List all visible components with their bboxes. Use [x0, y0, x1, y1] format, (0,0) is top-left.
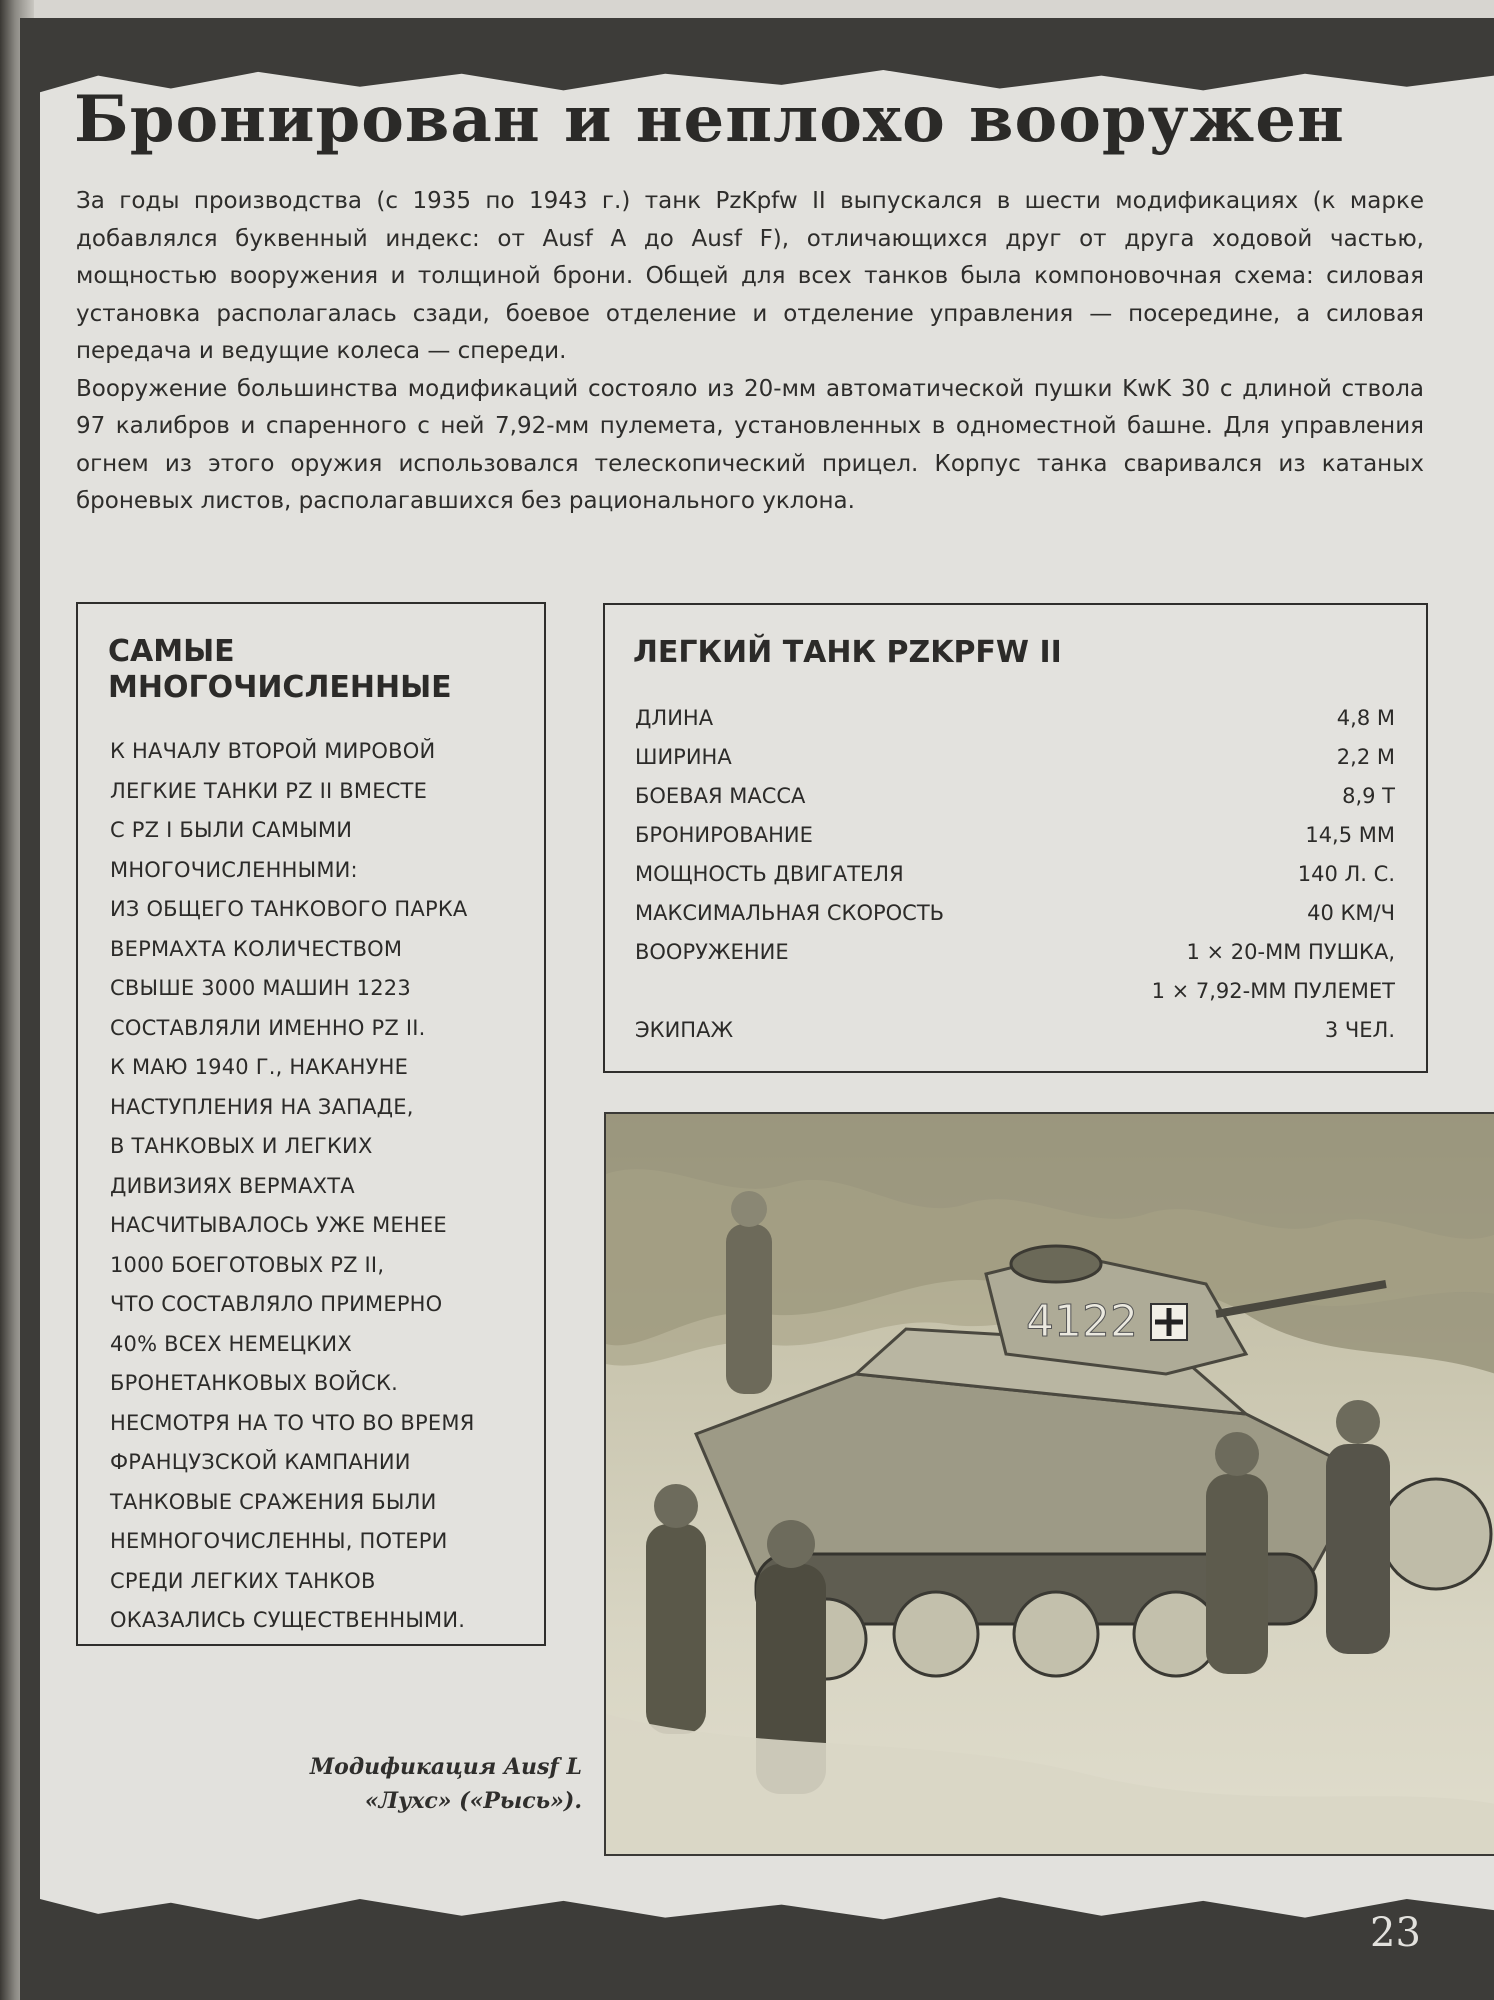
spec-label: БОЕВАЯ МАССА: [635, 783, 806, 808]
spec-value: 1 × 20-ММ ПУШКА,: [1186, 939, 1395, 964]
sidebar-line: К НАЧАЛУ ВТОРОЙ МИРОВОЙ: [110, 739, 436, 763]
spec-row: [635, 776, 1395, 815]
sidebar-line: К МАЮ 1940 Г., НАКАНУНЕ: [110, 1055, 409, 1079]
intro-text: [76, 183, 1424, 521]
spec-value: 14,5 ММ: [1305, 822, 1395, 847]
page-number: 23: [1370, 1910, 1421, 1956]
sidebar-line: ДИВИЗИЯХ ВЕРМАХТА: [110, 1173, 355, 1198]
sidebar-line: ЧТО СОСТАВЛЯЛО ПРИМЕРНО: [110, 1292, 443, 1316]
sidebar-line: СОСТАВЛЯЛИ ИМЕННО PZ II.: [110, 1015, 426, 1040]
spec-value: 140 Л. С.: [1297, 861, 1395, 886]
spec-box: [603, 603, 1428, 1073]
sidebar-line: СВЫШЕ 3000 МАШИН 1223: [110, 976, 411, 1000]
sidebar-heading: САМЫЕ МНОГОЧИСЛЕННЫЕ: [108, 634, 452, 705]
caption-line-1: Модификация Ausf L: [309, 1754, 582, 1780]
sidebar-line: ИЗ ОБЩЕГО ТАНКОВОГО ПАРКА: [110, 897, 468, 921]
figure-caption: [230, 1750, 582, 1818]
spec-value: 2,2 М: [1336, 744, 1395, 769]
spec-label: ВООРУЖЕНИЕ: [635, 939, 789, 964]
spec-row: [635, 971, 1395, 1010]
ground: [606, 1714, 1494, 1854]
tank-illustration-svg: [606, 1114, 1494, 1854]
spec-value: 40 КМ/Ч: [1307, 900, 1395, 925]
spec-value: 8,9 Т: [1342, 783, 1395, 808]
spec-label: ЭКИПАЖ: [635, 1017, 734, 1042]
spec-value: 1 × 7,92-ММ ПУЛЕМЕТ: [1151, 978, 1395, 1003]
spec-label: МАКСИМАЛЬНАЯ СКОРОСТЬ: [635, 900, 945, 925]
sidebar-line: 1000 БОЕГОТОВЫХ PZ II,: [110, 1252, 385, 1277]
spec-value: 3 ЧЕЛ.: [1324, 1017, 1395, 1042]
spec-row: [635, 893, 1395, 932]
spec-label: БРОНИРОВАНИЕ: [635, 822, 813, 847]
spec-row: [635, 698, 1395, 737]
sidebar-line: МНОГОЧИСЛЕННЫМИ:: [110, 857, 358, 882]
intro-paragraph-2: Вооружение большинства модификаций состояло из 20-мм автоматической пушки KwK 30 с длиной ствола 97 калибров и спаренного с ней 7,92-мм пулемета, установленных в одноместной башне. Для управления огнем из этого оружия использовался телескопический прицел. Корпус танка сваривался из катаных броневых листов, располагавшихся без рационального уклона.: [76, 375, 1424, 514]
spec-row: [635, 737, 1395, 776]
sidebar-line: ОКАЗАЛИСЬ СУЩЕСТВЕННЫМИ.: [110, 1608, 466, 1632]
sidebar-line: НАСТУПЛЕНИЯ НА ЗАПАДЕ,: [110, 1094, 414, 1119]
spec-table: [635, 698, 1395, 1049]
spec-heading: ЛЕГКИЙ ТАНК PZKPFW II: [633, 635, 1062, 670]
spec-row: [635, 932, 1395, 971]
spec-row: [635, 815, 1395, 854]
spec-label: [635, 971, 1060, 1010]
spec-value: 4,8 М: [1336, 705, 1395, 730]
sidebar-body: [110, 732, 520, 1641]
page-title: Бронирован и неплохо вооружен: [74, 82, 1345, 157]
sidebar-line: СРЕДИ ЛЕГКИХ ТАНКОВ: [110, 1568, 376, 1593]
spec-label: МОЩНОСТЬ ДВИГАТЕЛЯ: [635, 861, 904, 886]
turret-number: 4122: [1026, 1296, 1138, 1347]
sidebar-line: НАСЧИТЫВАЛОСЬ УЖЕ МЕНЕЕ: [110, 1213, 447, 1237]
spec-row: [635, 854, 1395, 893]
sidebar-line: ЛЕГКИЕ ТАНКИ PZ II ВМЕСТЕ: [110, 778, 428, 803]
sidebar-line: 40% ВСЕХ НЕМЕЦКИХ: [110, 1331, 352, 1356]
sidebar-line: ТАНКОВЫЕ СРАЖЕНИЯ БЫЛИ: [110, 1489, 437, 1514]
sidebar-line: С PZ I БЫЛИ САМЫМИ: [110, 818, 353, 842]
sidebar-line: ВЕРМАХТА КОЛИЧЕСТВОМ: [110, 936, 403, 961]
spec-label: ДЛИНА: [635, 705, 714, 730]
sidebar-line: ФРАНЦУЗСКОЙ КАМПАНИИ: [110, 1450, 411, 1474]
sidebar-line: БРОНЕТАНКОВЫХ ВОЙСК.: [110, 1371, 398, 1395]
caption-line-2: «Лухс» («Рысь»).: [364, 1788, 582, 1814]
sidebar-line: В ТАНКОВЫХ И ЛЕГКИХ: [110, 1134, 373, 1158]
spec-row: [635, 1010, 1395, 1049]
sidebar-line: НЕСМОТРЯ НА ТО ЧТО ВО ВРЕМЯ: [110, 1410, 475, 1435]
sidebar-line: НЕМНОГОЧИСЛЕННЫ, ПОТЕРИ: [110, 1529, 448, 1553]
spec-label: ШИРИНА: [635, 744, 732, 769]
intro-paragraph-1: За годы производства (с 1935 по 1943 г.) танк PzKpfw II выпускался в шести модификациях (к марке добавлялся буквенный индекс: от Ausf A до Ausf F), отличающихся друг от друга ходовой частью, мощностью вооружения и толщиной брони. Общей для всех танков была компоновочная схема: силовая установка располагалась сзади, боевое отделение и отделение управления — посередине, а силовая передача и ведущие колеса — спереди.: [76, 188, 1424, 364]
tank-illustration: [604, 1112, 1494, 1856]
sidebar-box: [76, 602, 546, 1646]
